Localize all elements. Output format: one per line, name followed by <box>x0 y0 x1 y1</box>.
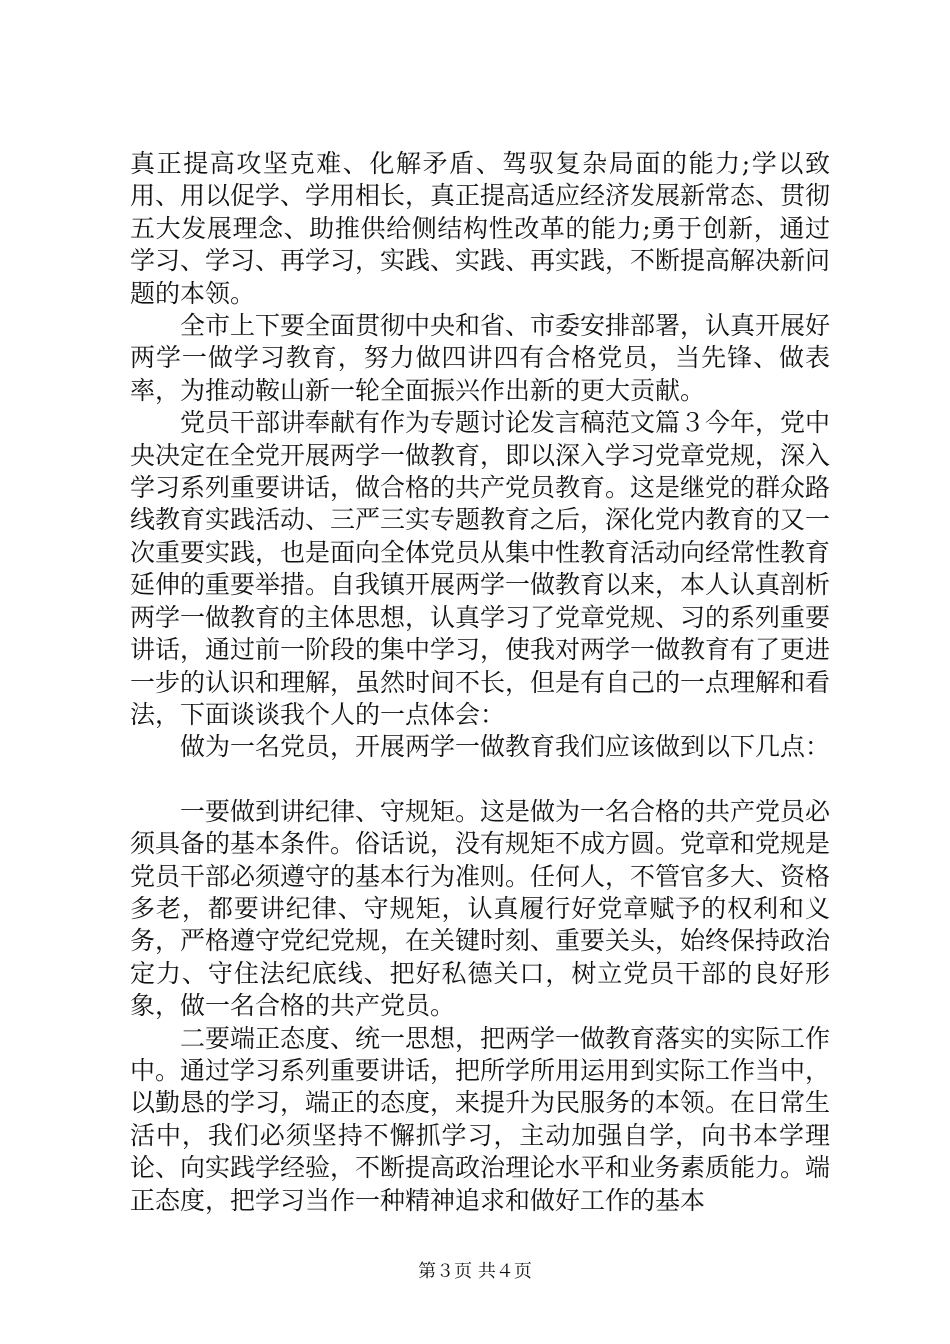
paragraph-point-one: 一要做到讲纪律、守规矩。这是做为一名合格的共产党员必须具备的基本条件。俗话说，没有规矩不成方圆。党章和党规是党员干部必须遵守的基本行为准则。任何人，不管官多大、资格多老，都要讲纪律、守规矩，认真履行好党章赋予的权利和义务，严格遵守党纪党规，在关键时刻、重要关头，始终保持政治定力、守住法纪底线、把好私德关口，树立党员干部的良好形象，做一名合格的共产党员。 <box>130 796 831 1021</box>
paragraph-spacer <box>130 764 830 796</box>
page-footer: 第３页 共４页 <box>418 1261 532 1282</box>
paragraph-city-deployment: 全市上下要全面贯彻中央和省、市委安排部署，认真开展好两学一做学习教育，努力做四讲四有合格党员，当先锋、做表率，为推动鞍山新一轮全面振兴作出新的更大贡献。 <box>130 311 831 405</box>
paragraph-continuation: 真正提高攻坚克难、化解矛盾、驾驭复杂局面的能力;学以致用、用以促学、学用相长，真正提高适应经济发展新常态、贯彻五大发展理念、助推供给侧结构性改革的能力;勇于创新，通过学习、学习、再学习，实践、实践、再实践，不断提高解决新问题的本领。 <box>130 149 831 308</box>
paragraph-point-two: 二要端正态度、统一思想，把两学一做教育落实的实际工作中。通过学习系列重要讲话，把所学所用运用到实际工作当中，以勤恳的学习，端正的态度，来提升为民服务的本领。在日常生活中，我们必须坚持不懈抓学习，主动加强自学，向书本学理论、向实践学经验，不断提高政治理论水平和业务素质能力。端正态度，把学习当作一种精神追求和做好工作的基本 <box>130 1023 831 1215</box>
document-body <box>130 148 830 1217</box>
paragraph-speech-article-3: 党员干部讲奉献有作为专题讨论发言稿范文篇３今年，党中央决定在全党开展两学一做教育，即以深入学习党章党规，深入学习系列重要讲话，做合格的共产党员教育。这是继党的群众路线教育实践活动、三严三实专题教育之后，深化党内教育的又一次重要实践，也是面向全体党员从集中性教育活动向经常性教育延伸的重要举措。自我镇开展两学一做教育以来，本人认真剖析两学一做教育的主体思想，认真学习了党章党规、习的系列重要讲话，通过前一阶段的集中学习，使我对两学一做教育有了更进一步的认识和理解，虽然时间不长，但是有自己的一点理解和看法，下面谈谈我个人的一点体会： <box>130 408 831 729</box>
paragraph-points-intro: 做为一名党员，开展两学一做教育我们应该做到以下几点： <box>180 732 831 762</box>
